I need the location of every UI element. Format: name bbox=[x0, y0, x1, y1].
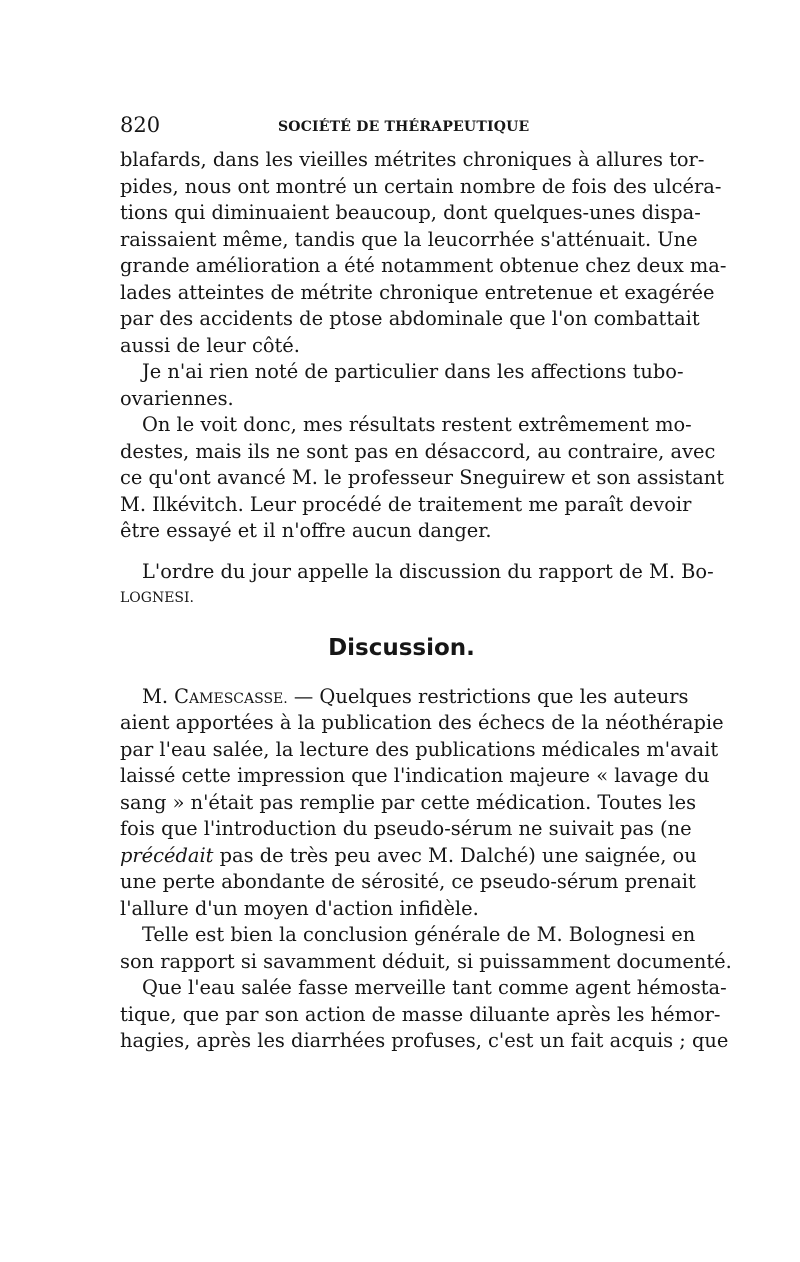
italic-word: précédait bbox=[120, 843, 214, 867]
text-line: aussi de leur côté. bbox=[120, 333, 300, 357]
section-heading: Discussion. bbox=[328, 634, 475, 661]
text-line: On le voit donc, mes résultats restent extrêmement mo- bbox=[142, 413, 692, 436]
text-line: ce qu'ont avancé M. le professeur Sneguirew et son assistant bbox=[120, 466, 725, 489]
text-line: tique, que par son action de masse diluante après les hémor- bbox=[120, 1002, 721, 1026]
paragraph-3 bbox=[120, 412, 725, 545]
text-line: lades atteintes de métrite chronique entretenue et exagérée bbox=[120, 280, 715, 304]
text-line: L'ordre du jour appelle la discussion du rapport de M. Bo- bbox=[142, 559, 714, 583]
spacer bbox=[120, 674, 683, 684]
speaker-name-small-caps: AMESCASSE. bbox=[189, 690, 288, 707]
text-line: aient apportées à la publication des échecs de la néothérapie bbox=[120, 711, 724, 734]
text-line: blafards, dans les vieilles métrites chroniques à allures tor- bbox=[120, 148, 705, 171]
text-line: sang » n'était pas remplie par cette médication. Toutes les bbox=[120, 790, 697, 814]
text-line: son rapport si savamment déduit, si puissamment documenté. bbox=[120, 949, 732, 973]
text-line: laissé cette impression que l'indication majeure « lavage du bbox=[120, 764, 710, 787]
spacer bbox=[120, 612, 683, 622]
paragraph-1 bbox=[120, 147, 727, 359]
text-line: tions qui diminuaient beaucoup, dont quelques-unes dispa- bbox=[120, 201, 701, 224]
paragraph-5 bbox=[120, 684, 724, 923]
text-line: par l'eau salée, la lecture des publications médicales m'avait bbox=[120, 737, 719, 761]
text-line bbox=[120, 843, 697, 870]
paragraph-7 bbox=[120, 975, 729, 1055]
text-line: une perte abondante de sérosité, ce pseudo-sérum prenait bbox=[120, 870, 696, 893]
text-line: grande amélioration a été notamment obtenue chez deux ma- bbox=[120, 254, 727, 277]
body-text bbox=[120, 147, 732, 1055]
text-line: par des accidents de ptose abdominale que l'on combattait bbox=[120, 307, 700, 330]
page-number: 820 bbox=[120, 113, 161, 137]
paragraph-2 bbox=[120, 359, 683, 412]
text-line: Que l'eau salée fasse merveille tant comme agent hémosta- bbox=[142, 976, 727, 999]
text-segment: pas de très peu avec M. Dalché) une saignée, ou bbox=[213, 843, 697, 867]
text-line-small-caps: LOGNESI. bbox=[120, 590, 194, 606]
text-line: ovariennes. bbox=[120, 386, 234, 410]
text-line: M. Ilkévitch. Leur procédé de traitement me paraît devoir bbox=[120, 492, 692, 516]
paragraph-6 bbox=[120, 922, 732, 975]
text-line: fois que l'introduction du pseudo-sérum ne suivait pas (ne bbox=[120, 817, 692, 840]
text-line bbox=[120, 684, 689, 711]
text-line: hagies, après les diarrhées profuses, c'est un fait acquis ; que bbox=[120, 1029, 729, 1052]
spacer bbox=[120, 545, 683, 559]
text-segment: — Quelques restrictions que les auteurs bbox=[287, 684, 689, 708]
text-line: raissaient même, tandis que la leucorrhée s'atténuait. Une bbox=[120, 227, 698, 251]
running-title: SOCIÉTÉ DE THÉRAPEUTIQUE bbox=[278, 119, 530, 135]
text-line: pides, nous ont montré un certain nombre de fois des ulcéra- bbox=[120, 174, 722, 198]
text-line: Telle est bien la conclusion générale de M. Bolognesi en bbox=[142, 923, 696, 946]
speaker-initial: M. C bbox=[142, 684, 190, 708]
text-line: destes, mais ils ne sont pas en désaccord, au contraire, avec bbox=[120, 439, 716, 463]
paragraph-4 bbox=[120, 559, 714, 612]
text-line: être essayé et il n'offre aucun danger. bbox=[120, 519, 492, 542]
text-line: Je n'ai rien noté de particulier dans les affections tubo- bbox=[142, 360, 684, 383]
page-header bbox=[120, 113, 683, 143]
text-line: l'allure d'un moyen d'action infidèle. bbox=[120, 896, 479, 920]
